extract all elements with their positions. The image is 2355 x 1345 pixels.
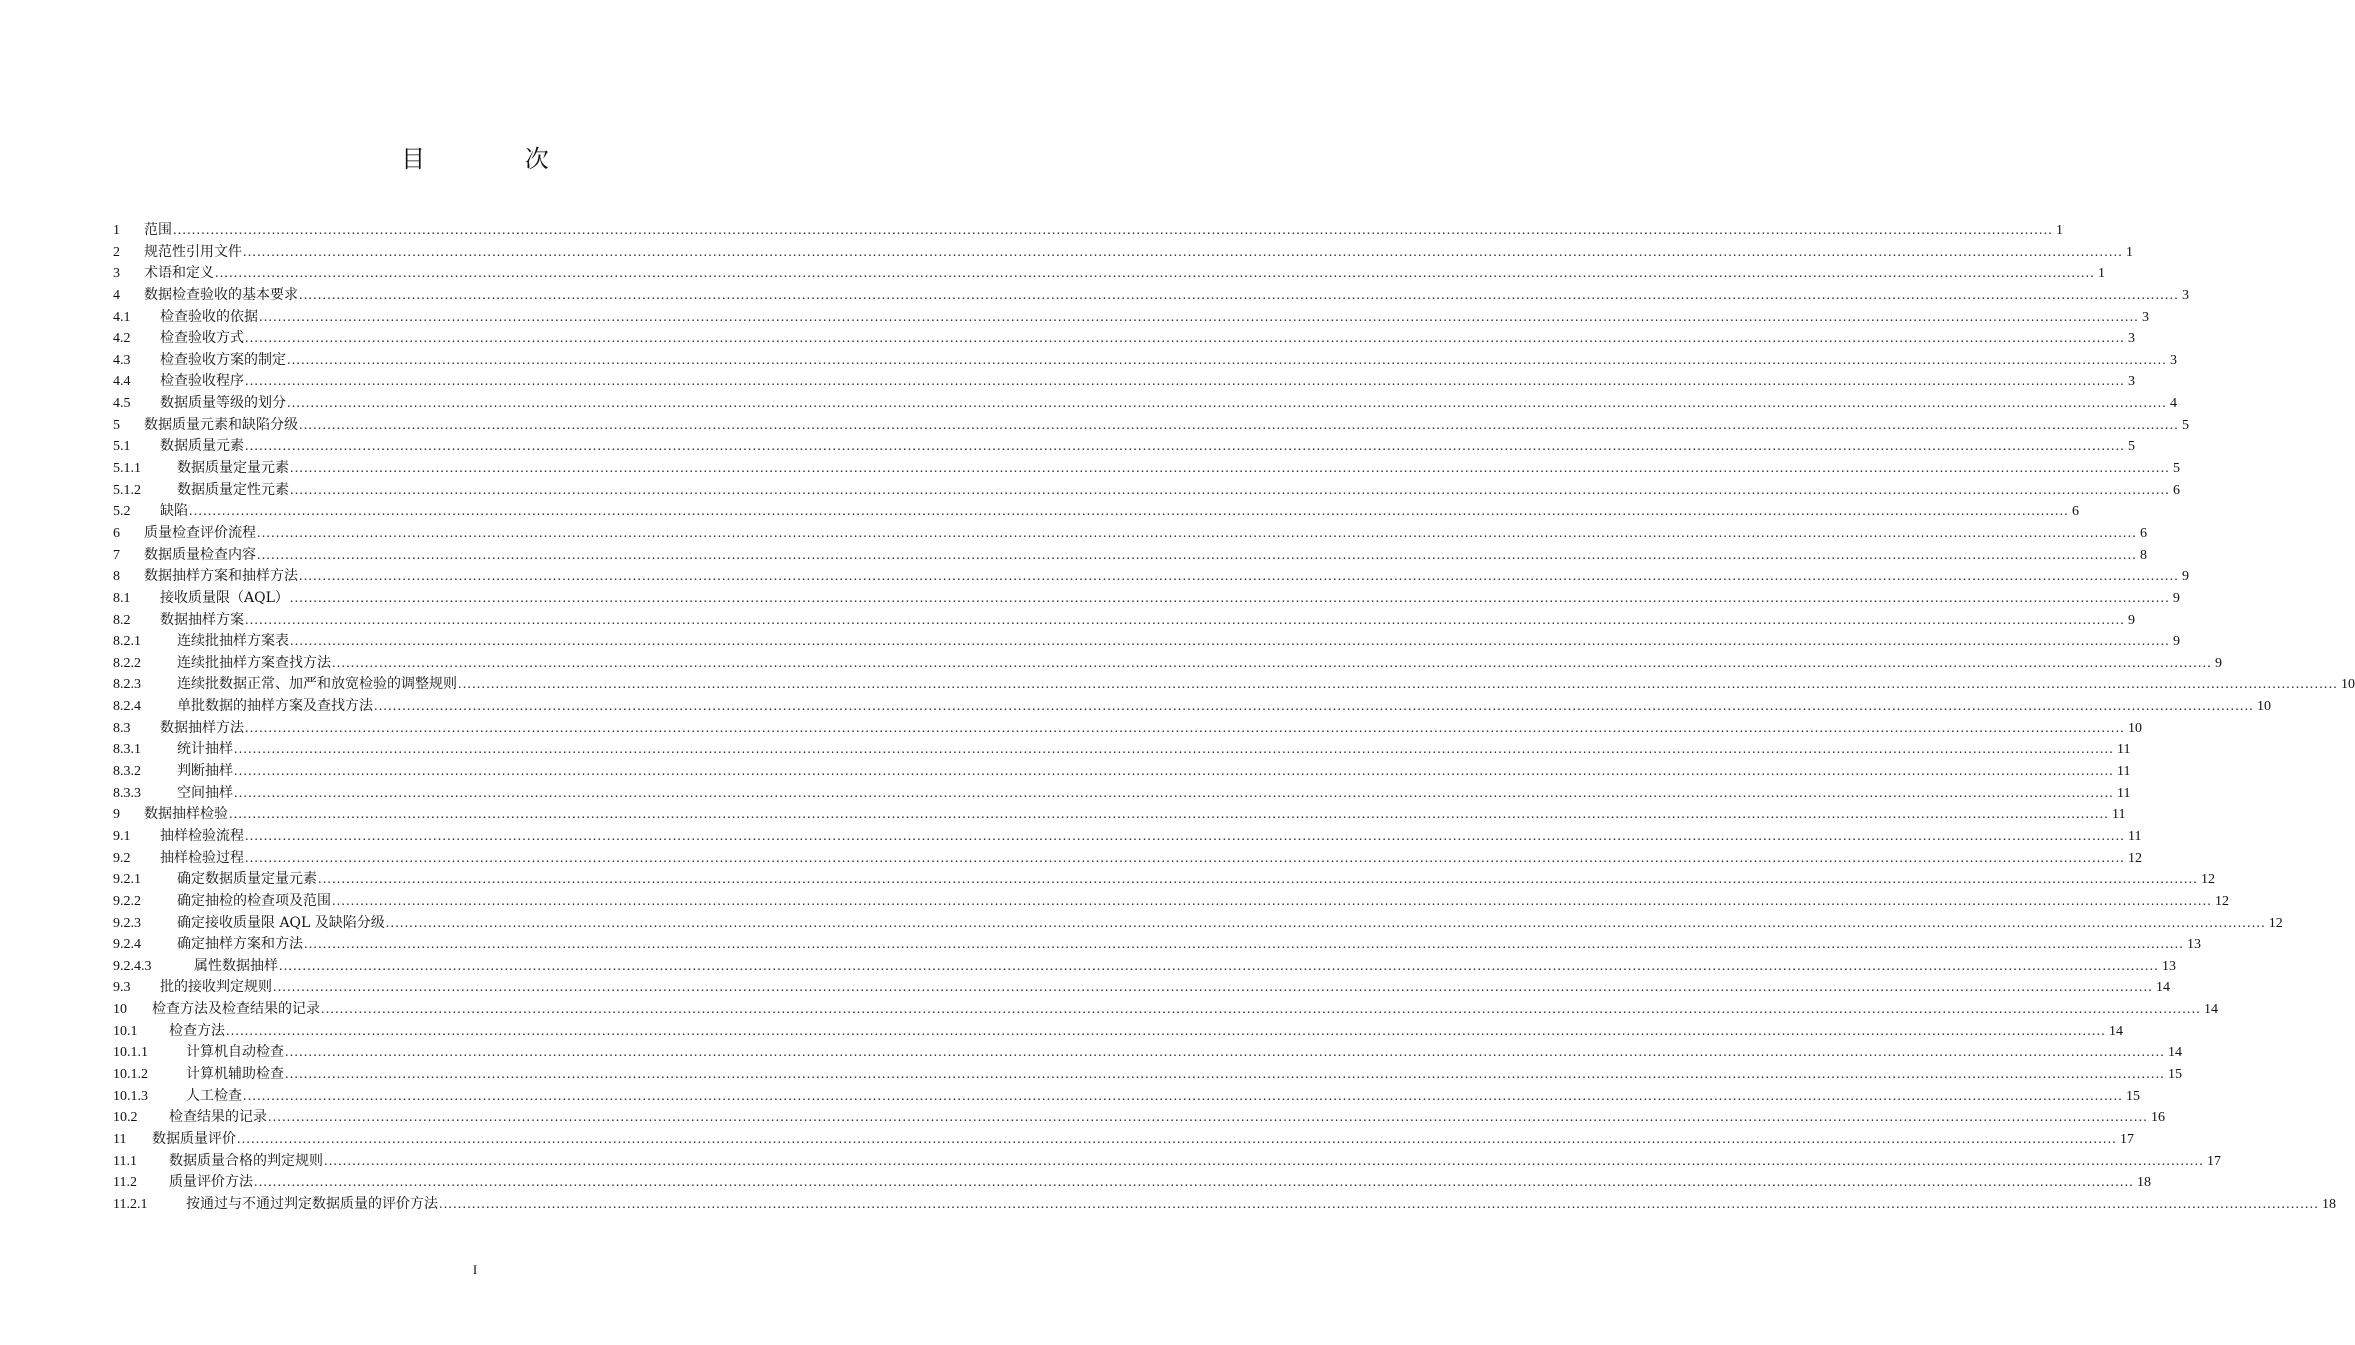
toc-dot-leader: ................................................................................................................................................................................................................................................................................................................................................................................................................: [439, 1196, 2319, 1212]
toc-dot-leader: ................................................................................................................................................................................................................................................................................................................................................................................................................: [229, 807, 2109, 823]
toc-dot-leader: ................................................................................................................................................................................................................................................................................................................................................................................................................: [332, 655, 2212, 671]
toc-dot-leader: ................................................................................................................................................................................................................................................................................................................................................................................................................: [279, 958, 2159, 974]
toc-entry[interactable]: [113, 458, 2180, 480]
toc-entry[interactable]: [113, 977, 2170, 999]
toc-entry-title: 检查方法及检查结果的记录: [152, 1001, 320, 1018]
toc-entry[interactable]: [113, 783, 2131, 805]
toc-entry[interactable]: [113, 956, 2176, 978]
toc-entry-number: 4.2: [113, 331, 131, 347]
toc-entry-page-number: 9: [2172, 590, 2180, 606]
toc-entry-page-number: 14: [2109, 1023, 2123, 1039]
toc-entry-page-number: 5: [2182, 417, 2189, 433]
toc-entry-page-number: 3: [2128, 331, 2135, 347]
toc-entry-number: 3: [113, 266, 120, 282]
toc-entry-number: 9.2.4.3: [113, 958, 152, 974]
toc-entry-page-number: 10: [2128, 720, 2142, 736]
toc-entry-number: 8.2.3: [113, 677, 141, 693]
toc-entry[interactable]: [113, 350, 2177, 372]
toc-dot-leader: ................................................................................................................................................................................................................................................................................................................................................................................................................: [257, 525, 2137, 541]
toc-entry-title: 按通过与不通过判定数据质量的评价方法: [186, 1195, 438, 1212]
toc-entry-title: 数据抽样方法: [160, 719, 244, 736]
toc-entry-page-number: 6: [2173, 482, 2180, 498]
toc-entry-number: 9: [113, 807, 120, 823]
toc-entry-page-number: 18: [2137, 1175, 2151, 1191]
toc-entry-title: 确定接收质量限 AQL 及缺陷分级: [177, 914, 385, 931]
toc-entry-title: 数据抽样方案和抽样方法: [144, 568, 298, 585]
toc-entry-title: 抽样检验流程: [160, 827, 244, 844]
toc-entry[interactable]: [113, 436, 2135, 458]
toc-entry-number: 11.2.1: [113, 1196, 148, 1212]
toc-dot-leader: ................................................................................................................................................................................................................................................................................................................................................................................................................: [234, 742, 2114, 758]
toc-entry-number: 4.1: [113, 309, 131, 325]
toc-entry[interactable]: [113, 869, 2215, 891]
toc-entry-title: 数据质量定量元素: [177, 460, 289, 477]
toc-entry[interactable]: [113, 523, 2147, 545]
toc-entry-title: 人工检查: [186, 1087, 242, 1104]
toc-entry-number: 9.2.2: [113, 893, 141, 909]
toc-entry-page-number: 9: [2215, 655, 2222, 671]
toc-entry[interactable]: [113, 696, 2271, 718]
toc-entry[interactable]: [113, 653, 2222, 675]
toc-entry[interactable]: [113, 263, 2105, 285]
toc-entry[interactable]: [113, 718, 2142, 740]
toc-dot-leader: ................................................................................................................................................................................................................................................................................................................................................................................................................: [173, 223, 2053, 238]
toc-entry-number: 1: [113, 223, 120, 238]
toc-dot-leader: ................................................................................................................................................................................................................................................................................................................................................................................................................: [385, 915, 2266, 931]
toc-entry-title: 属性数据抽样: [194, 957, 278, 974]
toc-entry-title: 连续批抽样方案查找方法: [177, 654, 331, 671]
toc-entry-page-number: 11: [2117, 742, 2131, 758]
toc-entry-number: 7: [113, 547, 120, 563]
toc-entry-title: 连续批数据正常、加严和放宽检验的调整规则: [177, 676, 457, 693]
toc-entry[interactable]: [113, 739, 2131, 761]
toc-dot-leader: ................................................................................................................................................................................................................................................................................................................................................................................................................: [257, 547, 2137, 563]
toc-entry-number: 8.2.1: [113, 634, 141, 650]
toc-entry-title: 数据质量评价: [152, 1130, 236, 1147]
toc-entry-title: 抽样检验过程: [160, 849, 244, 866]
toc-entry-page-number: 4: [2170, 396, 2177, 412]
toc-dot-leader: ................................................................................................................................................................................................................................................................................................................................................................................................................: [324, 1153, 2204, 1169]
toc-entry-page-number: 3: [2128, 374, 2135, 390]
toc-entry-number: 8.2.4: [113, 699, 141, 715]
toc-entry-page-number: 9: [2128, 612, 2135, 628]
toc-dot-leader: ................................................................................................................................................................................................................................................................................................................................................................................................................: [287, 352, 2167, 368]
toc-dot-leader: ................................................................................................................................................................................................................................................................................................................................................................................................................: [245, 612, 2125, 628]
toc-entry[interactable]: [113, 1086, 2140, 1108]
toc-entry[interactable]: [113, 848, 2142, 870]
toc-entry-number: 8.2.2: [113, 655, 141, 671]
toc-entry[interactable]: [113, 220, 2063, 242]
toc-entry-page-number: 12: [2268, 915, 2283, 931]
toc-dot-leader: ................................................................................................................................................................................................................................................................................................................................................................................................................: [243, 244, 2123, 260]
toc-entry-page-number: 3: [2142, 309, 2149, 325]
toc-entry-title: 统计抽样: [177, 741, 233, 758]
toc-entry[interactable]: [113, 566, 2189, 588]
toc-entry-page-number: 17: [2120, 1131, 2134, 1147]
toc-entry-number: 11: [113, 1131, 127, 1147]
toc-entry-page-number: 15: [2168, 1066, 2182, 1082]
toc-entry-title: 计算机辅助检查: [186, 1065, 284, 1082]
toc-entry-number: 10.1: [113, 1023, 138, 1039]
toc-entry-number: 4.5: [113, 396, 131, 412]
toc-dot-leader: ................................................................................................................................................................................................................................................................................................................................................................................................................: [245, 720, 2125, 736]
toc-entry-number: 8.2: [113, 612, 131, 628]
toc-dot-leader: ................................................................................................................................................................................................................................................................................................................................................................................................................: [290, 482, 2170, 498]
table-of-contents: [113, 220, 2355, 1215]
toc-entry-number: 10.2: [113, 1110, 138, 1126]
toc-dot-leader: ................................................................................................................................................................................................................................................................................................................................................................................................................: [245, 850, 2125, 866]
toc-entry-number: 2: [113, 244, 120, 260]
toc-dot-leader: ................................................................................................................................................................................................................................................................................................................................................................................................................: [254, 1175, 2134, 1191]
toc-entry-number: 5.1.1: [113, 461, 141, 477]
toc-entry[interactable]: [113, 913, 2283, 935]
toc-entry-number: 8.3.1: [113, 742, 141, 758]
toc-entry-number: 11.1: [113, 1153, 137, 1169]
toc-entry-title: 检查验收方案的制定: [160, 351, 286, 368]
toc-entry-page-number: 11: [2117, 785, 2131, 801]
toc-entry-page-number: 9: [2182, 569, 2189, 585]
toc-entry-title: 数据质量检查内容: [144, 546, 256, 563]
toc-dot-leader: ................................................................................................................................................................................................................................................................................................................................................................................................................: [189, 504, 2069, 520]
toc-entry-number: 8.3.3: [113, 785, 141, 801]
toc-entry-title: 确定数据质量定量元素: [177, 871, 317, 888]
toc-dot-leader: ................................................................................................................................................................................................................................................................................................................................................................................................................: [289, 590, 2170, 606]
toc-entry-title: 检查验收方式: [160, 330, 244, 347]
toc-entry-page-number: 6: [2140, 525, 2147, 541]
toc-entry-page-number: 10: [2257, 699, 2271, 715]
toc-entry-number: 9.2.3: [113, 915, 141, 931]
toc-entry-title: 判断抽样: [177, 763, 233, 780]
toc-entry-number: 10.1.3: [113, 1088, 148, 1104]
toc-dot-leader: ................................................................................................................................................................................................................................................................................................................................................................................................................: [268, 1110, 2148, 1126]
toc-entry-title: 检查验收程序: [160, 373, 244, 390]
toc-entry-title: 接收质量限（AQL）: [160, 589, 289, 606]
toc-entry-number: 8.3: [113, 720, 131, 736]
toc-dot-leader: ................................................................................................................................................................................................................................................................................................................................................................................................................: [226, 1023, 2106, 1039]
toc-entry[interactable]: [113, 934, 2201, 956]
toc-entry[interactable]: [113, 1042, 2182, 1064]
toc-dot-leader: ................................................................................................................................................................................................................................................................................................................................................................................................................: [243, 1088, 2123, 1104]
toc-entry[interactable]: [113, 242, 2133, 264]
toc-entry[interactable]: [113, 804, 2126, 826]
toc-entry-number: 11.2: [113, 1175, 137, 1191]
toc-entry-number: 9.1: [113, 828, 131, 844]
toc-entry-title: 数据质量合格的判定规则: [169, 1152, 323, 1169]
toc-dot-leader: ................................................................................................................................................................................................................................................................................................................................................................................................................: [290, 634, 2170, 650]
toc-entry-number: 10.1.2: [113, 1066, 148, 1082]
toc-entry[interactable]: [113, 631, 2180, 653]
toc-entry-page-number: 1: [2056, 223, 2063, 238]
page-number-footer: I: [472, 1262, 478, 1277]
toc-dot-leader: ................................................................................................................................................................................................................................................................................................................................................................................................................: [237, 1131, 2117, 1147]
toc-entry-page-number: 8: [2140, 547, 2147, 563]
toc-entry-number: 5.1: [113, 439, 131, 455]
toc-entry-title: 确定抽样方案和方法: [177, 936, 303, 953]
toc-entry-page-number: 13: [2187, 937, 2201, 953]
toc-entry-number: 8.1: [113, 590, 131, 606]
toc-entry[interactable]: [113, 501, 2079, 523]
toc-entry-page-number: 1: [2126, 244, 2133, 260]
toc-entry-title: 缺陷: [160, 503, 188, 520]
toc-entry[interactable]: [113, 891, 2229, 913]
toc-dot-leader: ................................................................................................................................................................................................................................................................................................................................................................................................................: [245, 828, 2125, 844]
toc-entry-number: 8: [113, 569, 120, 585]
toc-entry-page-number: 11: [2117, 764, 2131, 780]
toc-entry-number: 4: [113, 287, 120, 303]
toc-entry-page-number: 14: [2156, 980, 2170, 996]
toc-entry-page-number: 9: [2173, 634, 2180, 650]
toc-dot-leader: ................................................................................................................................................................................................................................................................................................................................................................................................................: [285, 1045, 2165, 1061]
toc-entry-page-number: 13: [2162, 958, 2176, 974]
toc-dot-leader: ................................................................................................................................................................................................................................................................................................................................................................................................................: [234, 785, 2114, 801]
toc-dot-leader: ................................................................................................................................................................................................................................................................................................................................................................................................................: [245, 374, 2125, 390]
toc-entry[interactable]: [113, 1021, 2123, 1043]
toc-dot-leader: ................................................................................................................................................................................................................................................................................................................................................................................................................: [299, 569, 2179, 585]
toc-entry-title: 批的接收判定规则: [160, 979, 272, 996]
toc-entry-title: 数据质量等级的划分: [160, 395, 286, 412]
toc-entry[interactable]: [113, 1172, 2151, 1194]
toc-entry-page-number: 3: [2182, 287, 2189, 303]
toc-dot-leader: ................................................................................................................................................................................................................................................................................................................................................................................................................: [332, 893, 2212, 909]
toc-entry-page-number: 12: [2128, 850, 2142, 866]
toc-entry-number: 5.1.2: [113, 482, 141, 498]
toc-entry[interactable]: [113, 588, 2180, 610]
toc-entry-title: 范围: [144, 222, 172, 238]
toc-entry[interactable]: [113, 674, 2355, 696]
toc-entry-number: 8.3.2: [113, 764, 141, 780]
toc-entry-page-number: 5: [2173, 461, 2180, 477]
toc-dot-leader: ................................................................................................................................................................................................................................................................................................................................................................................................................: [259, 309, 2139, 325]
toc-dot-leader: ................................................................................................................................................................................................................................................................................................................................................................................................................: [290, 461, 2170, 477]
toc-entry[interactable]: [113, 1064, 2182, 1086]
toc-dot-leader: ................................................................................................................................................................................................................................................................................................................................................................................................................: [245, 331, 2125, 347]
toc-entry-title: 计算机自动检查: [186, 1044, 284, 1061]
toc-entry[interactable]: [113, 371, 2135, 393]
toc-entry-title: 检查结果的记录: [169, 1109, 267, 1126]
toc-entry-title: 数据质量元素: [160, 438, 244, 455]
toc-entry-title: 术语和定义: [144, 265, 214, 282]
toc-entry-number: 9.2.1: [113, 872, 141, 888]
toc-entry[interactable]: [113, 307, 2149, 329]
toc-entry-page-number: 12: [2201, 872, 2215, 888]
toc-entry-number: 4.3: [113, 352, 131, 368]
toc-dot-leader: ................................................................................................................................................................................................................................................................................................................................................................................................................: [299, 417, 2179, 433]
toc-dot-leader: ................................................................................................................................................................................................................................................................................................................................................................................................................: [458, 677, 2338, 693]
toc-entry[interactable]: [113, 1107, 2165, 1129]
toc-entry-number: 10.1.1: [113, 1045, 148, 1061]
toc-entry-page-number: 14: [2168, 1045, 2182, 1061]
toc-entry-number: 9.2.4: [113, 937, 141, 953]
toc-dot-leader: ................................................................................................................................................................................................................................................................................................................................................................................................................: [287, 396, 2167, 412]
toc-entry-page-number: 10: [2341, 677, 2355, 693]
toc-entry-number: 4.4: [113, 374, 131, 390]
toc-entry-title: 确定抽检的检查项及范围: [177, 892, 331, 909]
toc-dot-leader: ................................................................................................................................................................................................................................................................................................................................................................................................................: [299, 287, 2179, 303]
toc-dot-leader: ................................................................................................................................................................................................................................................................................................................................................................................................................: [234, 764, 2114, 780]
toc-entry-page-number: 3: [2170, 352, 2177, 368]
toc-entry[interactable]: [113, 610, 2135, 632]
toc-dot-leader: ................................................................................................................................................................................................................................................................................................................................................................................................................: [285, 1066, 2165, 1082]
toc-entry-title: 连续批抽样方案表: [177, 633, 289, 650]
toc-entry-page-number: 18: [2322, 1196, 2336, 1212]
toc-entry[interactable]: [113, 826, 2142, 848]
toc-entry[interactable]: [113, 1129, 2134, 1151]
toc-entry-title: 检查验收的依据: [160, 308, 258, 325]
toc-entry-number: 9.2: [113, 850, 131, 866]
toc-entry-page-number: 14: [2204, 1002, 2218, 1018]
toc-entry-title: 检查方法: [169, 1022, 225, 1039]
toc-entry[interactable]: [113, 285, 2189, 307]
toc-entry[interactable]: [113, 393, 2177, 415]
toc-entry[interactable]: [113, 480, 2180, 502]
toc-entry-number: 5: [113, 417, 120, 433]
toc-entry[interactable]: [113, 328, 2135, 350]
toc-entry-page-number: 11: [2128, 828, 2142, 844]
toc-dot-leader: ................................................................................................................................................................................................................................................................................................................................................................................................................: [215, 266, 2095, 282]
toc-dot-leader: ................................................................................................................................................................................................................................................................................................................................................................................................................: [245, 439, 2125, 455]
toc-entry-title: 空间抽样: [177, 784, 233, 801]
toc-entry-page-number: 6: [2072, 504, 2079, 520]
toc-dot-leader: ................................................................................................................................................................................................................................................................................................................................................................................................................: [318, 872, 2198, 888]
toc-entry-page-number: 15: [2126, 1088, 2140, 1104]
toc-entry-page-number: 12: [2215, 893, 2229, 909]
toc-entry-number: 6: [113, 525, 120, 541]
toc-entry-page-number: 11: [2112, 807, 2126, 823]
toc-entry-title: 数据抽样检验: [144, 806, 228, 823]
toc-entry-title: 数据抽样方案: [160, 611, 244, 628]
toc-entry-page-number: 1: [2098, 266, 2105, 282]
toc-entry[interactable]: [113, 1151, 2221, 1173]
toc-entry[interactable]: [113, 1194, 2336, 1216]
toc-entry[interactable]: [113, 999, 2218, 1021]
toc-entry-number: 9.3: [113, 980, 131, 996]
toc-entry-number: 5.2: [113, 504, 131, 520]
toc-entry-number: 10: [113, 1002, 127, 1018]
toc-entry[interactable]: [113, 415, 2189, 437]
toc-entry-title: 质量检查评价流程: [144, 524, 256, 541]
toc-entry-title: 单批数据的抽样方案及查找方法: [177, 698, 373, 715]
toc-entry-title: 数据检查验收的基本要求: [144, 286, 298, 303]
page-title: 目 次: [401, 145, 595, 173]
toc-entry-title: 规范性引用文件: [144, 243, 242, 260]
toc-entry-title: 质量评价方法: [169, 1174, 253, 1191]
toc-entry-page-number: 17: [2207, 1153, 2221, 1169]
toc-entry-page-number: 16: [2151, 1110, 2165, 1126]
toc-dot-leader: ................................................................................................................................................................................................................................................................................................................................................................................................................: [304, 937, 2184, 953]
toc-entry-page-number: 5: [2128, 439, 2135, 455]
toc-dot-leader: ................................................................................................................................................................................................................................................................................................................................................................................................................: [273, 980, 2153, 996]
toc-entry[interactable]: [113, 545, 2147, 567]
toc-dot-leader: ................................................................................................................................................................................................................................................................................................................................................................................................................: [374, 699, 2254, 715]
toc-dot-leader: ................................................................................................................................................................................................................................................................................................................................................................................................................: [321, 1002, 2201, 1018]
toc-entry[interactable]: [113, 761, 2131, 783]
toc-entry-title: 数据质量定性元素: [177, 481, 289, 498]
toc-entry-title: 数据质量元素和缺陷分级: [144, 416, 298, 433]
